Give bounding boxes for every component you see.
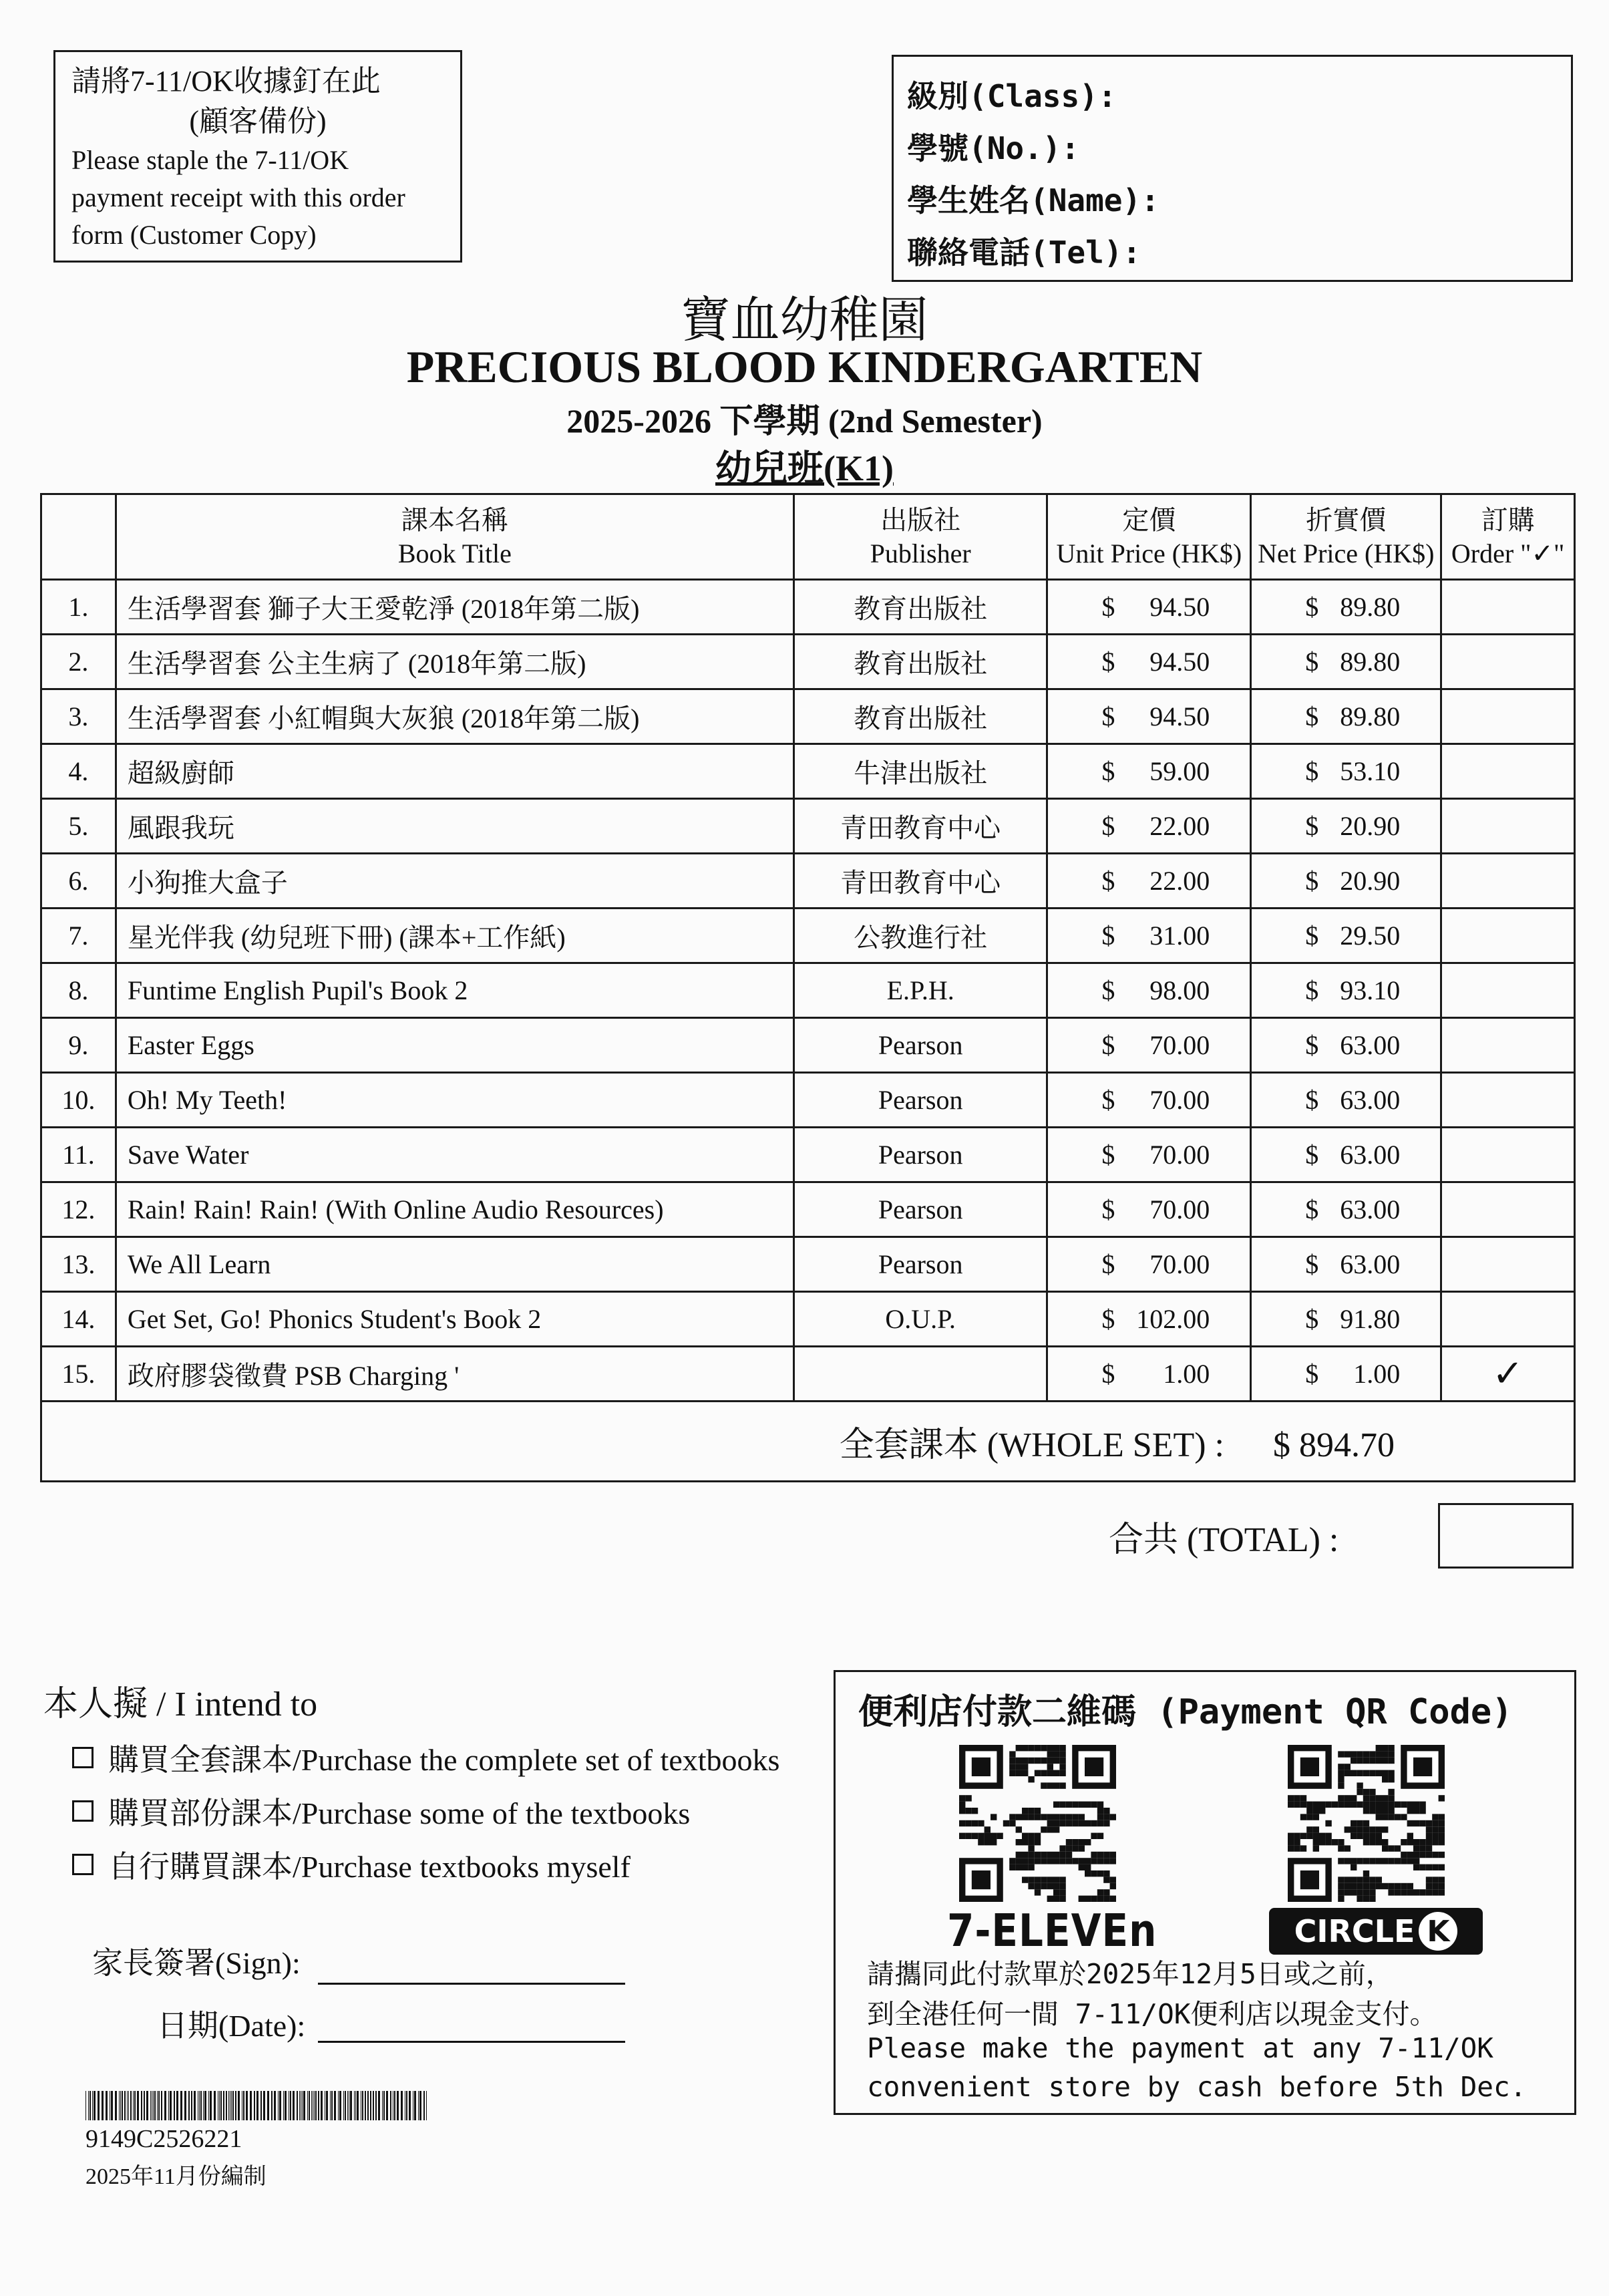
book-title: 生活學習套 小紅帽與大灰狼 (2018年第二版): [116, 689, 793, 744]
unit-price-value: 22.00: [1149, 866, 1210, 896]
option-whole-set[interactable]: [72, 1736, 779, 1780]
header-publisher-en: Publisher: [870, 538, 971, 568]
row-number: 8.: [41, 963, 116, 1018]
currency-symbol: $: [1305, 1249, 1319, 1279]
currency-symbol: $: [1101, 592, 1115, 622]
staple-instruction-en-2: payment receipt with this order: [71, 182, 405, 212]
currency-symbol: $: [1101, 647, 1115, 677]
table-row: [41, 744, 1575, 799]
row-number: 5.: [41, 799, 116, 854]
header-net-price-zh: 折實價: [1306, 504, 1387, 535]
header-book-title-en: Book Title: [397, 538, 512, 568]
unit-price-value: 102.00: [1136, 1304, 1210, 1334]
publisher: 教育出版社: [793, 635, 1047, 689]
net-price: [1251, 854, 1441, 909]
option-self-purchase[interactable]: [72, 1842, 631, 1887]
compiled-date: 2025年11月份編制: [85, 2164, 266, 2189]
option-some-books[interactable]: [72, 1789, 690, 1833]
book-title: Easter Eggs: [116, 1018, 793, 1073]
whole-set-cell: [41, 1402, 1575, 1482]
net-price: [1251, 799, 1441, 854]
book-title: 超級廚師: [116, 744, 793, 799]
payment-instruction-zh-2: 到全港任何一間 7-11/OK便利店以現金支付。: [867, 1998, 1437, 2030]
table-row: [41, 689, 1575, 744]
currency-symbol: $: [1305, 647, 1319, 677]
book-title: 生活學習套 公主生病了 (2018年第二版): [116, 635, 793, 689]
total-input-box[interactable]: [1438, 1503, 1574, 1569]
unit-price: [1047, 1018, 1251, 1073]
school-name-zh: 寶血幼稚園: [681, 293, 928, 348]
header-publisher-zh: 出版社: [880, 504, 961, 535]
form-code: 9149C2526221: [85, 2125, 242, 2153]
net-price-value: 63.00: [1340, 1249, 1401, 1279]
unit-price: [1047, 1182, 1251, 1237]
table-header-row: [41, 494, 1575, 580]
net-price-value: 53.10: [1340, 756, 1401, 786]
unit-price: [1047, 1128, 1251, 1182]
sign-label: 家長簽署(Sign):: [92, 1946, 301, 1980]
book-title: 生活學習套 獅子大王愛乾淨 (2018年第二版): [116, 580, 793, 635]
book-title: 政府膠袋徵費 PSB Charging ': [116, 1347, 793, 1402]
publisher: 青田教育中心: [793, 854, 1047, 909]
net-price: [1251, 689, 1441, 744]
school-name-en: PRECIOUS BLOOD KINDERGARTEN: [406, 341, 1203, 392]
order-checkbox-cell[interactable]: [1441, 1128, 1575, 1182]
student-no-field[interactable]: 學號(No.):: [907, 130, 1080, 166]
order-checkbox-cell[interactable]: [1441, 909, 1575, 963]
unit-price: [1047, 580, 1251, 635]
table-row: [41, 1073, 1575, 1128]
net-price-value: 89.80: [1340, 647, 1401, 677]
header-unit-price-zh: 定價: [1122, 504, 1176, 535]
row-number: 9.: [41, 1018, 116, 1073]
currency-symbol: $: [1101, 1304, 1115, 1334]
unit-price: [1047, 635, 1251, 689]
row-number: 2.: [41, 635, 116, 689]
barcode-icon: [85, 2091, 427, 2120]
sign-line[interactable]: [318, 1983, 625, 1985]
unit-price-value: 94.50: [1149, 647, 1210, 677]
option-self-purchase-label: 自行購買課本/Purchase textbooks myself: [108, 1850, 631, 1884]
publisher: 牛津出版社: [793, 744, 1047, 799]
unit-price-value: 94.50: [1149, 701, 1210, 731]
unit-price: [1047, 854, 1251, 909]
net-price: [1251, 580, 1441, 635]
net-price: [1251, 1237, 1441, 1292]
net-price: [1251, 1128, 1441, 1182]
book-list-table: [40, 493, 1576, 1482]
publisher: Pearson: [793, 1128, 1047, 1182]
row-number: 3.: [41, 689, 116, 744]
seven-eleven-qr-icon[interactable]: [959, 1745, 1116, 1902]
header-net-price: [1251, 494, 1441, 580]
currency-symbol: $: [1101, 1249, 1115, 1279]
unit-price: [1047, 963, 1251, 1018]
row-number: 15.: [41, 1347, 116, 1402]
net-price-value: 91.80: [1340, 1304, 1401, 1334]
row-number: 1.: [41, 580, 116, 635]
unit-price: [1047, 799, 1251, 854]
unit-price: [1047, 744, 1251, 799]
currency-symbol: $: [1305, 866, 1319, 896]
table-row: [41, 1128, 1575, 1182]
header-order: [1441, 494, 1575, 580]
net-price: [1251, 744, 1441, 799]
tel-field[interactable]: 聯絡電話(Tel):: [907, 234, 1141, 271]
currency-symbol: $: [1101, 701, 1115, 731]
order-checkbox-cell[interactable]: [1441, 744, 1575, 799]
header-net-price-en: Net Price (HK$): [1258, 538, 1435, 568]
table-row: [41, 963, 1575, 1018]
unit-price-value: 98.00: [1149, 975, 1210, 1005]
option-some-books-label: 購買部份課本/Purchase some of the textbooks: [108, 1796, 691, 1830]
unit-price-value: 70.00: [1149, 1030, 1210, 1060]
publisher: O.U.P.: [793, 1292, 1047, 1347]
payment-instruction-en-2: convenient store by cash before 5th Dec.: [867, 2071, 1527, 2103]
book-title: We All Learn: [116, 1237, 793, 1292]
header-order-zh: 訂購: [1481, 504, 1535, 535]
order-checkbox-cell[interactable]: [1441, 1237, 1575, 1292]
unit-price: [1047, 909, 1251, 963]
currency-symbol: $: [1305, 1194, 1319, 1224]
book-title: Rain! Rain! Rain! (With Online Audio Resources): [116, 1182, 793, 1237]
currency-symbol: $: [1101, 1194, 1115, 1224]
publisher: [793, 1347, 1047, 1402]
unit-price-value: 1.00: [1163, 1359, 1210, 1389]
whole-set-label: 全套課本 (WHOLE SET) :: [839, 1426, 1224, 1464]
book-title: Oh! My Teeth!: [116, 1073, 793, 1128]
currency-symbol: $: [1305, 1304, 1319, 1334]
circle-k-qr-icon[interactable]: [1288, 1745, 1445, 1902]
currency-symbol: $: [1101, 1140, 1115, 1170]
net-price: [1251, 909, 1441, 963]
table-row: [41, 854, 1575, 909]
date-label: 日期(Date):: [157, 2009, 306, 2043]
order-checkbox-cell[interactable]: ✓: [1441, 1347, 1575, 1402]
row-number: 12.: [41, 1182, 116, 1237]
currency-symbol: $: [1101, 1085, 1115, 1115]
order-checkbox-cell[interactable]: [1441, 635, 1575, 689]
order-checkbox-cell[interactable]: [1441, 1182, 1575, 1237]
header-unit-price: [1047, 494, 1251, 580]
student-name-field[interactable]: 學生姓名(Name):: [907, 182, 1159, 218]
semester-title: 2025-2026 下學期 (2nd Semester): [566, 402, 1043, 440]
net-price: [1251, 1073, 1441, 1128]
order-checkbox-cell[interactable]: [1441, 799, 1575, 854]
currency-symbol: $: [1305, 592, 1319, 622]
net-price-value: 93.10: [1340, 975, 1401, 1005]
currency-symbol: $: [1101, 756, 1115, 786]
publisher: Pearson: [793, 1073, 1047, 1128]
unit-price-value: 22.00: [1149, 811, 1210, 841]
table-row: [41, 799, 1575, 854]
currency-symbol: $: [1305, 1359, 1319, 1389]
unit-price-value: 59.00: [1149, 756, 1210, 786]
unit-price: [1047, 1237, 1251, 1292]
whole-set-amount: $ 894.70: [1273, 1426, 1395, 1464]
circle-k-letter: K: [1419, 1912, 1457, 1951]
row-number: 11.: [41, 1128, 116, 1182]
net-price-value: 63.00: [1340, 1030, 1401, 1060]
net-price-value: 63.00: [1340, 1085, 1401, 1115]
currency-symbol: $: [1101, 866, 1115, 896]
row-number: 10.: [41, 1073, 116, 1128]
unit-price: [1047, 1292, 1251, 1347]
currency-symbol: $: [1101, 921, 1115, 951]
table-row: [41, 1237, 1575, 1292]
book-title: Get Set, Go! Phonics Student's Book 2: [116, 1292, 793, 1347]
publisher: 教育出版社: [793, 689, 1047, 744]
order-checkbox-cell[interactable]: [1441, 689, 1575, 744]
table-row: [41, 1018, 1575, 1073]
net-price-value: 29.50: [1340, 921, 1401, 951]
table-row: [41, 1347, 1575, 1402]
order-checkbox-cell[interactable]: [1441, 963, 1575, 1018]
table-row: [41, 909, 1575, 963]
staple-receipt-box: [53, 50, 462, 263]
unit-price-value: 70.00: [1149, 1140, 1210, 1170]
seven-eleven-logo: 7-ELEVEn: [947, 1904, 1157, 1957]
circle-k-word: CIRCLE: [1294, 1913, 1415, 1949]
net-price-value: 63.00: [1340, 1194, 1401, 1224]
header-book-title: [116, 494, 793, 580]
payment-instruction-en-1: Please make the payment at any 7-11/OK: [867, 2032, 1493, 2064]
unit-price-value: 70.00: [1149, 1194, 1210, 1224]
book-title: Funtime English Pupil's Book 2: [116, 963, 793, 1018]
header-book-title-zh: 課本名稱: [401, 504, 508, 535]
currency-symbol: $: [1101, 811, 1115, 841]
intent-heading: 本人擬 / I intend to: [43, 1685, 318, 1724]
order-checkbox-cell[interactable]: [1441, 854, 1575, 909]
checkbox-icon[interactable]: [72, 1800, 94, 1822]
table-row: [41, 635, 1575, 689]
order-checkbox-cell[interactable]: [1441, 580, 1575, 635]
staple-instruction-en-1: Please staple the 7-11/OK: [71, 145, 349, 175]
row-number: 14.: [41, 1292, 116, 1347]
unit-price-value: 31.00: [1149, 921, 1210, 951]
unit-price-value: 94.50: [1149, 592, 1210, 622]
book-title: 風跟我玩: [116, 799, 793, 854]
table-row: [41, 1292, 1575, 1347]
staple-instruction-zh: 請將7-11/OK收據釘在此: [71, 65, 381, 98]
order-checkbox-cell[interactable]: [1441, 1018, 1575, 1073]
net-price-value: 1.00: [1353, 1359, 1401, 1389]
order-checkbox-cell[interactable]: [1441, 1292, 1575, 1347]
publisher: Pearson: [793, 1182, 1047, 1237]
checkbox-icon[interactable]: [72, 1854, 94, 1875]
class-field[interactable]: 級別(Class):: [907, 78, 1117, 114]
whole-set-row: [41, 1402, 1575, 1482]
customer-copy-zh: (顧客備份): [189, 105, 327, 138]
table-row: [41, 580, 1575, 635]
net-price: [1251, 635, 1441, 689]
net-price-value: 20.90: [1340, 811, 1401, 841]
currency-symbol: $: [1101, 1359, 1115, 1389]
date-line[interactable]: [318, 2041, 625, 2043]
row-number: 6.: [41, 854, 116, 909]
net-price: [1251, 1292, 1441, 1347]
total-label: 合共 (TOTAL) :: [1109, 1521, 1339, 1559]
header-publisher: [793, 494, 1047, 580]
header-unit-price-en: Unit Price (HK$): [1056, 538, 1242, 568]
net-price-value: 89.80: [1340, 701, 1401, 731]
row-number: 7.: [41, 909, 116, 963]
currency-symbol: $: [1305, 1030, 1319, 1060]
checkbox-icon[interactable]: [72, 1747, 94, 1768]
currency-symbol: $: [1305, 756, 1319, 786]
row-number: 13.: [41, 1237, 116, 1292]
row-number: 4.: [41, 744, 116, 799]
book-title: Save Water: [116, 1128, 793, 1182]
unit-price: [1047, 1073, 1251, 1128]
payment-instruction-zh-1: 請攜同此付款單於2025年12月5日或之前，: [867, 1958, 1393, 1990]
table-row: [41, 1182, 1575, 1237]
book-title: 小狗推大盒子: [116, 854, 793, 909]
net-price: [1251, 1347, 1441, 1402]
publisher: Pearson: [793, 1018, 1047, 1073]
net-price-value: 20.90: [1340, 866, 1401, 896]
currency-symbol: $: [1305, 975, 1319, 1005]
payment-qr-title: 便利店付款二維碼 (Payment QR Code): [858, 1692, 1513, 1732]
header-order-en: Order "✓": [1451, 538, 1565, 568]
circle-k-logo: [1269, 1908, 1483, 1955]
class-title: 幼兒班(K1): [715, 448, 894, 488]
publisher: Pearson: [793, 1237, 1047, 1292]
unit-price: [1047, 689, 1251, 744]
publisher: 青田教育中心: [793, 799, 1047, 854]
net-price: [1251, 1182, 1441, 1237]
staple-instruction-en-3: form (Customer Copy): [71, 220, 317, 250]
order-checkbox-cell[interactable]: [1441, 1073, 1575, 1128]
net-price-value: 63.00: [1340, 1140, 1401, 1170]
unit-price-value: 70.00: [1149, 1085, 1210, 1115]
currency-symbol: $: [1305, 921, 1319, 951]
currency-symbol: $: [1101, 1030, 1115, 1060]
currency-symbol: $: [1101, 975, 1115, 1005]
publisher: 教育出版社: [793, 580, 1047, 635]
option-whole-set-label: 購買全套課本/Purchase the complete set of textbooks: [108, 1743, 780, 1777]
student-info-box: [892, 55, 1573, 282]
publisher: E.P.H.: [793, 963, 1047, 1018]
net-price: [1251, 1018, 1441, 1073]
net-price: [1251, 963, 1441, 1018]
unit-price-value: 70.00: [1149, 1249, 1210, 1279]
publisher: 公教進行社: [793, 909, 1047, 963]
currency-symbol: $: [1305, 701, 1319, 731]
unit-price: [1047, 1347, 1251, 1402]
currency-symbol: $: [1305, 811, 1319, 841]
header-no: [41, 494, 116, 580]
book-title: 星光伴我 (幼兒班下冊) (課本+工作紙): [116, 909, 793, 963]
net-price-value: 89.80: [1340, 592, 1401, 622]
currency-symbol: $: [1305, 1140, 1319, 1170]
currency-symbol: $: [1305, 1085, 1319, 1115]
